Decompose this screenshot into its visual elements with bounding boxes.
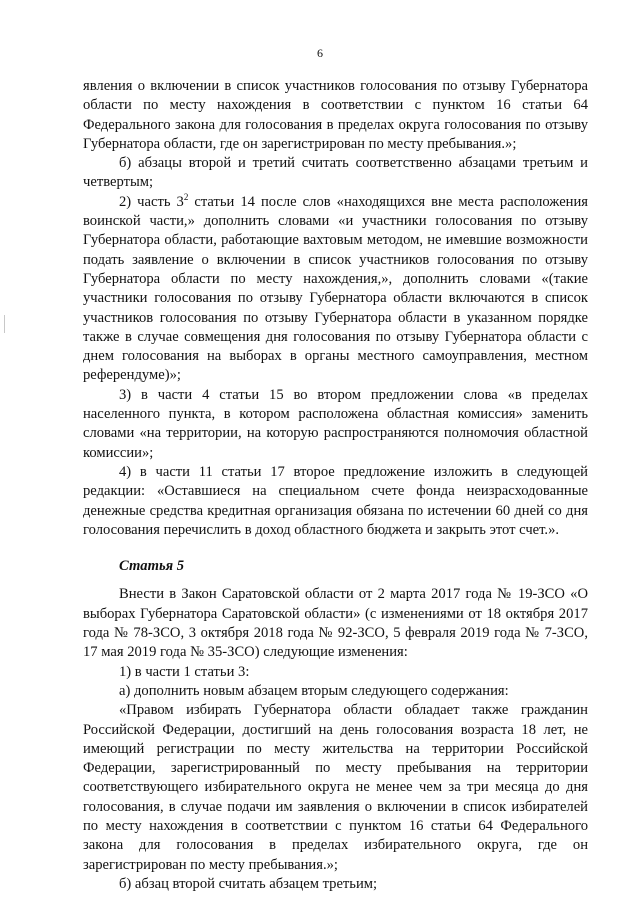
paragraph: Внести в Закон Саратовской области от 2 марта 2017 года № 19-ЗСО «О выборах Губернатора Саратовской области» (с изменениями от 18 октября 2017 года № 78-ЗСО, 3 октября 2018 года № 92-ЗСО, 5 февраля 2019 года № 7-ЗСО, 17 мая 2019 года № 35-ЗСО) следующие изменения: [83, 586, 588, 661]
spacer [83, 540, 588, 557]
paragraph: 4) в части 11 статьи 17 второе предложение изложить в следующей редакции: «Оставшиеся на специальном счете фонда неизрасходованные денежные средства кредитная организация обязана по истечении 60 дней со дня голосования перечислить в доход областного бюджета и закрыть этот счет.». [83, 463, 588, 538]
paragraph: явления о включении в список участников голосования по отзыву Губернатора области по месту нахождения в соответствии с пунктом 16 статьи 64 Федерального закона для голосования в пределах округа голосования по отзыву Губернатора области, где он зарегистрирован по месту пребывания.»; [83, 78, 588, 152]
paragraph-lead: 2) часть 3 [119, 193, 184, 210]
paragraph [83, 193, 588, 386]
paragraph: б) абзацы второй и третий считать соответственно абзацами третьим и четвертым; [83, 155, 588, 191]
spacer [83, 576, 588, 585]
article-heading: Статья 5 [119, 558, 185, 575]
superscript: 2 [183, 191, 189, 202]
page-number: 6 [317, 46, 323, 60]
document-body [83, 77, 588, 894]
paragraph: 1) в части 1 статьи 3: [119, 663, 250, 680]
paragraph: а) дополнить новым абзацем вторым следующего содержания: [119, 682, 509, 699]
paragraph: 3) в части 4 статьи 15 во втором предложении слова «в пределах населенного пункта, в котором расположена областная комиссия» заменить словами «на территории, на которую распространяются полномочия областной комиссии»; [83, 386, 588, 461]
paragraph: б) абзац второй считать абзацем третьим; [119, 875, 378, 892]
paragraph-rest: статьи 14 после слов «находящихся вне места расположения воинской части,» дополнить словами «и участники голосования по отзыву Губернатора области, работающие вахтовым методом, не имевшие возможности подать заявление о включении в список участников голосования по отзыву Губернатора области по месту нахождения,», дополнить словами «(такие участники голосования по отзыву Губернатора области включаются в список участников голосования по отзыву Губернатора области в указанном порядке также в случае совмещения дня голосования по отзыву Губернатора области с днем голосования на выборах в органы местного самоуправления, местном референдуме)»; [83, 193, 589, 384]
scan-edge-mark [4, 315, 5, 333]
paragraph: «Правом избирать Губернатора области обладает также гражданин Российской Федерации, достигший на день голосования возраста 18 лет, не имеющий регистрации по месту жительства на территории Российской Федерации, зарегистрированный по месту пребывания на территории соответствующего избирательного округа не менее чем за три месяца до дня голосования, в случае подачи им заявления о включении в список избирателей по месту нахождения в соответствии с пунктом 16 статьи 64 Федерального закона для голосования в пределах избирательного округа, где он зарегистрирован по месту пребывания.»; [83, 702, 588, 873]
